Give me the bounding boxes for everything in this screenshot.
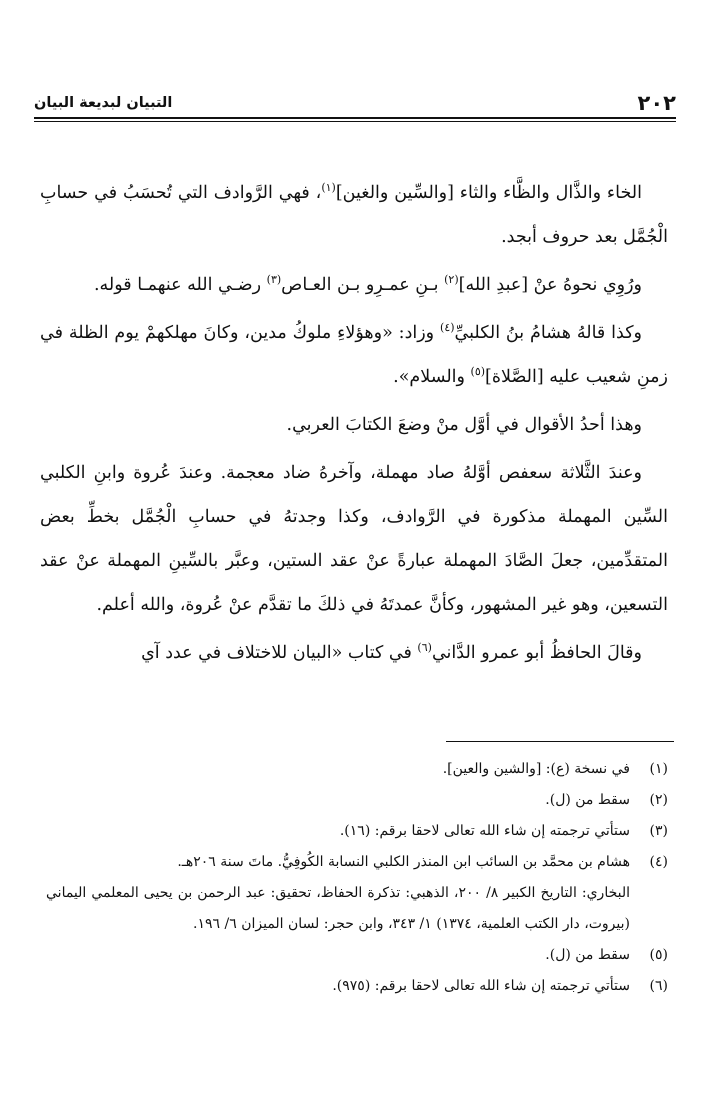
header-rule-thick [34,117,676,119]
footnotes [40,754,670,1002]
header-rule-thin [34,121,676,122]
text-run: وعندَ الثَّلاثة سعفص أوَّلهُ صاد مهملة، وآخرهُ ضاد معجمة. وعندَ عُروة وابنِ الكلبي السِّين المهملة مذكورة في الرَّوادف، وكذا وجدتهُ في حسابِ الْجُمَّل بخطِّ بعض المتقدِّمين، جعلَ الصَّادَ المهملة عبارةً عنْ عقد الستين، وعبَّر بالسِّينِ المهملة عنْ عقد التسعين، وهو غير المشهور، وكأنَّ عمدتَهُ في ذلكَ ما تقدَّم عنْ عُروة، والله أعلم. [40,463,668,615]
text-run: وقالَ الحافظُ أبو عمرو الدَّاني [431,643,642,663]
footnote-number: (٥) [649,947,668,963]
text-run: ، فهي الرَّوادف التي تُحسَبُ في حسابِ الْجُمَّل بعد حروف أبجد. [40,183,668,247]
footnote-marker: (٣) [266,273,282,286]
text-run: في كتاب «البيان للاختلاف في عدد آي [141,643,418,663]
text-run: وهذا أحدُ الأقوال في أوَّل منْ وضعَ الكتابَ العربي. [286,415,642,435]
body-paragraph [40,263,668,307]
text-run: والسلام». [393,367,471,387]
footnote-marker: (١) [321,181,336,194]
footnote-item [40,754,670,785]
footnote-body [40,847,630,940]
body-paragraph [40,171,668,259]
body-paragraph [40,451,668,627]
body-paragraph [40,631,668,675]
text-run: رضـي الله عنهمـا قوله. [93,275,267,295]
page-number: ٢٠٢ [637,91,676,115]
footnote-text: سقط من (ل). [545,947,630,963]
text-run: الخاء والذَّال والظَّاء والثاء [والسِّين والغين] [335,183,642,203]
footnote-number: (١) [649,761,668,777]
footnote-marker: (٥) [470,365,486,378]
text-run: ورُوِي نحوهُ عنْ [عبدِ الله] [458,275,642,295]
footnote-item [40,940,670,971]
footnote-item [40,971,670,1002]
footnote-number: (٦) [649,978,668,994]
footnote-separator [446,741,674,742]
body-paragraph [40,403,668,447]
running-title: التبيان لبديعة البيان [34,95,173,111]
text-run: وكذا قالهُ هشامُ بنُ الكلبيِّ [454,323,642,343]
footnote-marker: (٢) [444,273,459,286]
main-text [40,171,668,675]
footnote-item [40,785,670,816]
text-run: وزاد: «وهؤلاءِ ملوكُ مدين، وكانَ مهلكهمْ يوم الظلة في زمنِ شعيب عليه [الصَّلاة] [40,323,668,387]
text-run: بـنِ عمـرِو بـن العـاص [281,275,445,295]
footnote-text: في نسخة (ع): [والشين والعين]. [442,761,630,777]
footnote-text: هشام بن محمَّد بن السائب ابن المنذر الكلبي النسابة الكُوفِيُّ. ماتَ سنة ٢٠٦هـ. [177,854,630,870]
footnote-text: سقط من (ل). [545,792,630,808]
footnote-continuation: البخاري: التاريخ الكبير ٨/ ٢٠٠، الذهبي: تذكرة الحفاظ، تحقيق: عبد الرحمن بن يحيى المعلمي اليماني (بيروت، دار الكتب العلمية، ١٣٧٤) ١/ ٣٤٣، وابن حجر: لسان الميزان ٦/ ١٩٦. [46,885,631,932]
footnote-number: (٣) [649,823,668,839]
page-header [34,84,676,114]
footnote-text: ستأتي ترجمته إن شاء الله تعالى لاحقا برقم: (١٦). [339,823,630,839]
footnote-number: (٢) [649,792,668,808]
footnote-number: (٤) [649,854,668,870]
footnote-marker: (٦) [417,641,432,654]
body-paragraph [40,311,668,399]
footnote-item [40,816,670,847]
footnote-marker: (٤) [440,321,455,334]
footnote-text: ستأتي ترجمته إن شاء الله تعالى لاحقا برقم: (٩٧٥). [332,978,630,994]
footnote-item [40,847,670,940]
